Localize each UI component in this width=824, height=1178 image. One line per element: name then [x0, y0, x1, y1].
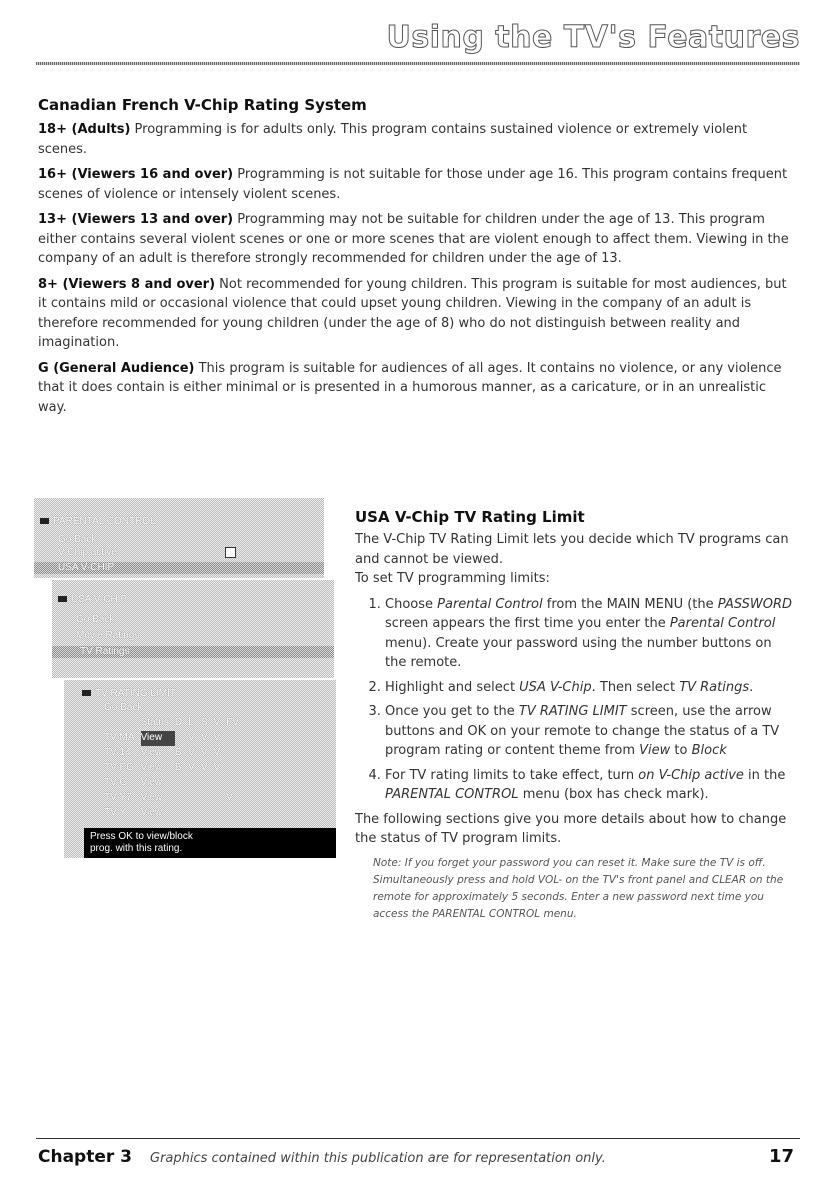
lock-icon [82, 690, 91, 696]
step-text: Choose [385, 596, 438, 612]
rating-row[interactable] [104, 806, 245, 821]
grid-cell[interactable] [175, 791, 188, 806]
grid-cell[interactable] [188, 806, 201, 821]
grid-cell[interactable]: V [200, 732, 208, 743]
grid-cell: Status [140, 717, 169, 728]
step-item [385, 678, 795, 698]
usa-vchip-panel [52, 580, 334, 678]
grid-cell[interactable]: V [188, 732, 195, 743]
step-text: menu). Create your password using the number buttons on the remote. [385, 635, 772, 670]
page-number: 17 [768, 1146, 794, 1167]
grid-cell[interactable] [226, 776, 245, 791]
grid-cell[interactable]: B [174, 762, 182, 773]
grid-cell[interactable]: TV-14 [104, 747, 131, 758]
grid-cell[interactable]: V [213, 747, 221, 758]
footer-rule [36, 1138, 800, 1139]
step-text: on V-Chip active [638, 767, 744, 783]
canadian-section [38, 96, 798, 423]
grid-cell[interactable]: B [174, 747, 182, 758]
step-text: PASSWORD [717, 596, 793, 612]
step-text: Block [691, 743, 727, 758]
grid-cell[interactable]: V [213, 732, 221, 743]
menu-item-movie-ratings: Movie Ratings [76, 630, 140, 641]
step-text: screen appears the first time you enter the [385, 616, 670, 631]
grid-cell[interactable] [214, 791, 227, 806]
usa-heading: USA V-Chip TV Rating Limit [355, 508, 585, 526]
rating-label: 18+ (Adults) [38, 122, 131, 137]
grid-cell[interactable]: V [213, 762, 221, 773]
tv-rating-limit-panel [64, 680, 336, 858]
grid-cell[interactable] [201, 806, 214, 821]
grid-cell: L [188, 717, 194, 728]
usa-intro: The V-Chip TV Rating Limit lets you decide which TV programs can and cannot be viewed. [355, 532, 789, 567]
rating-text: Programming is for adults only. This program contains sustained violence or extremely violent scenes. [38, 122, 748, 157]
step-text: Highlight and select [385, 679, 520, 695]
step-text: View [639, 743, 671, 758]
grid-cell [104, 716, 141, 731]
step-text: to [670, 743, 692, 758]
grid-cell[interactable]: V [188, 747, 195, 758]
rating-row[interactable] [104, 731, 245, 746]
rating-18 [38, 120, 798, 159]
canadian-heading: Canadian French V-Chip Rating System [38, 96, 367, 114]
parental-control-panel [34, 498, 324, 578]
lock-icon [58, 596, 67, 602]
step-text: PARENTAL CONTROL [385, 787, 519, 802]
rating-text: This program is suitable for audiences of all ages. It contains no violence, or any violence that it does contain is either minimal or is presented in a humorous manner, as a caricature, or in an unrealistic way. [38, 360, 782, 415]
grid-cell[interactable]: TV-Y [104, 807, 127, 818]
grid-cell[interactable]: View [140, 762, 163, 773]
step-text: Parental Control [437, 596, 543, 612]
panel-title [40, 516, 156, 528]
menu-item-go-back: Go Back [76, 614, 115, 625]
usa-intro2: To set TV programming limits: [355, 571, 550, 586]
step-text: TV RATING LIMIT [518, 704, 627, 719]
grid-cell[interactable]: TV-Y7 [104, 792, 132, 803]
grid-cell[interactable]: TV-MA [104, 732, 135, 743]
grid-cell[interactable] [201, 776, 214, 791]
footer [38, 1146, 794, 1167]
step-text: USA V-Chip [519, 679, 592, 695]
header-rule [36, 62, 800, 65]
rating-label: 8+ (Viewers 8 and over) [38, 276, 216, 292]
password-note: Note: If you forget your password you can reset it. Make sure the TV is off. Simultaneously press and hold VOL- on the TV's front panel and CLEAR on the remote for approximately 5 seconds. Enter a new password next time you access the PARENTAL CONTROL menu. [373, 856, 784, 920]
menu-item-usa-vchip: USA V-CHIP [34, 562, 324, 574]
rating-text: Not recommended for young children. This program is suitable for most audiences, but it contains mild or occasional violence that could upset young children. Viewing in the company of an adult is therefore recommended for young children (under the age of 8) who do not distinguish between reality and imagination. [38, 276, 787, 350]
rating-16 [38, 165, 798, 204]
grid-cell[interactable]: View [140, 792, 163, 803]
grid-cell[interactable] [188, 776, 201, 791]
grid-cell[interactable] [175, 776, 188, 791]
grid-cell[interactable]: View [141, 731, 175, 746]
rating-row[interactable] [104, 746, 245, 761]
grid-cell[interactable] [214, 806, 227, 821]
step-text: Once you get to the [385, 704, 519, 719]
grid-cell: FV [226, 717, 239, 728]
step-text: from the MAIN MENU (the [542, 596, 718, 612]
grid-cell[interactable]: V [188, 762, 195, 773]
grid-cell[interactable] [226, 746, 245, 761]
rating-text: Programming may not be suitable for children under the age of 13. This program either contains several violent scenes or one or more scenes that are violent enough to affect them. Viewing in the company of an adult is therefore strongly recommended for children under the age of 13. [38, 212, 789, 266]
rating-label: G (General Audience) [38, 360, 195, 376]
step-text: menu (box has check mark). [518, 787, 709, 802]
step-text: screen, use the arrow buttons and OK on your remote to change the status of a TV program rating or content theme from [385, 704, 780, 758]
grid-cell[interactable]: View [140, 747, 163, 758]
help-line: Press OK to view/block [90, 831, 193, 842]
menu-item-label: V-Chip active [58, 547, 117, 559]
grid-cell[interactable]: V [200, 747, 208, 758]
grid-cell: V [213, 717, 221, 728]
grid-cell[interactable]: V [226, 792, 233, 803]
panel-title-text: PARENTAL CONTROL [53, 516, 156, 527]
step-text: TV Ratings [679, 679, 750, 695]
menu-item-go-back: Go Back [104, 702, 143, 713]
chapter-label: Chapter 3 [38, 1147, 133, 1167]
menu-item-tv-ratings: TV Ratings [52, 646, 334, 658]
menu-item-go-back: Go Back [58, 534, 97, 545]
step-item [385, 595, 795, 673]
rating-text: Programming is not suitable for those under age 16. This program contains frequent scenes of violence or intensely violent scenes. [38, 167, 788, 202]
panel-title [58, 594, 127, 606]
grid-cell[interactable]: TV-G [104, 777, 128, 788]
step-text: For TV rating limits to take effect, turn [385, 767, 639, 783]
rating-row[interactable] [104, 776, 245, 791]
page-header-title: Using the TV's Features [386, 20, 800, 55]
grid-cell[interactable]: V [200, 762, 208, 773]
rating-row[interactable] [104, 791, 245, 806]
usa-section [355, 508, 795, 923]
rating-label: 16+ (Viewers 16 and over) [38, 167, 234, 182]
step-text: . Then select [591, 679, 680, 695]
panel-title [82, 688, 176, 700]
rating-row[interactable] [104, 761, 245, 776]
grid-cell: D [174, 717, 183, 728]
step-item [385, 702, 795, 761]
following-text: The following sections give you more details about how to change the status of TV program limits. [355, 811, 787, 846]
checkbox [225, 547, 236, 558]
grid-cell[interactable]: View [140, 807, 163, 818]
grid-cell[interactable] [188, 791, 201, 806]
tv-menu-screenshot [34, 498, 336, 858]
grid-cell[interactable] [226, 761, 245, 776]
rating-label: 13+ (Viewers 13 and over) [38, 212, 234, 227]
help-line: prog. with this rating. [90, 843, 183, 854]
rating-grid [104, 716, 245, 821]
grid-cell[interactable] [175, 731, 188, 746]
lock-icon [40, 518, 49, 524]
menu-item-vchip-active [58, 547, 236, 559]
footer-caption: Graphics contained within this publication are for representation only. [150, 1151, 606, 1166]
step-text: in the [743, 767, 786, 783]
grid-cell[interactable] [175, 806, 188, 821]
step-text: Parental Control [669, 616, 776, 631]
rating-13 [38, 210, 798, 269]
grid-cell[interactable] [214, 776, 227, 791]
grid-cell[interactable] [201, 791, 214, 806]
help-message [84, 828, 336, 858]
grid-cell[interactable]: View [140, 777, 163, 788]
grid-cell[interactable] [226, 731, 245, 746]
grid-header [104, 716, 245, 731]
grid-cell[interactable] [226, 806, 245, 821]
grid-cell: S [200, 717, 208, 728]
rating-g [38, 359, 798, 418]
step-text: . [749, 679, 754, 695]
panel-title-text: USA V-CHIP [71, 594, 128, 605]
panel-title-text: TV RATING LIMIT [95, 688, 176, 699]
step-item [385, 766, 795, 805]
steps-list [355, 595, 795, 805]
grid-cell[interactable]: TV-PG [104, 762, 135, 773]
rating-8 [38, 275, 798, 353]
